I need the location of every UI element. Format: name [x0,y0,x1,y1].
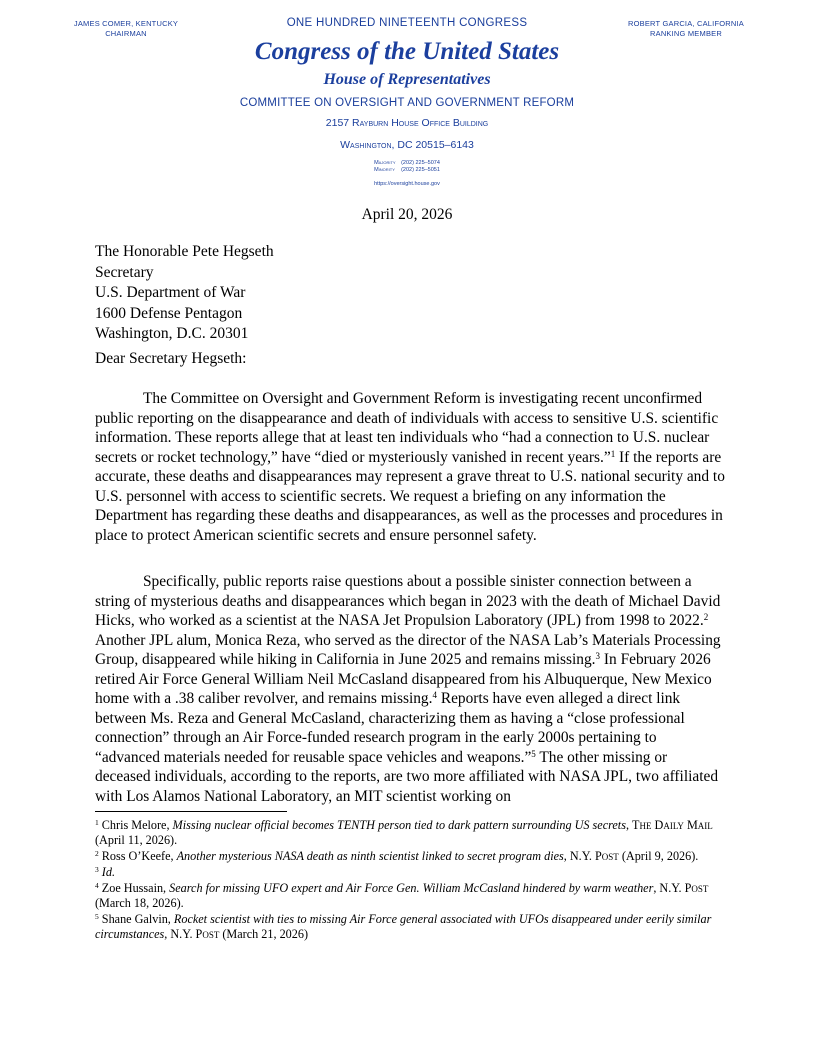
letter-date: April 20, 2026 [361,206,453,223]
footnote-title: Id. [101,865,115,879]
majority-label: Majority [374,160,396,166]
addressee-line: 1600 Defense Pentagon [95,304,243,322]
footnote-date: (April 11, 2026). [95,833,178,847]
paragraph-text: Specifically, public reports raise questions about a possible sinister connection between a string of mysterious deaths and disappearances which began in 2023 with the death of Michael David Hicks, who worked as a scientist at the NASA Jet Propulsion Laboratory (JPL) from 1998 to 2022. [95,573,721,629]
footnote-date: (March 18, 2026). [95,896,184,910]
footnote-2 [95,849,725,864]
footnote-title: Missing nuclear official becomes TENTH person tied to dark pattern surrounding US secrets [172,818,626,832]
footnote-number: 5 [95,912,99,921]
paragraph-text: The other missing or deceased individuals, according to the reports, are two more affiliated with NASA JPL, two affiliated with Los Alamos National Laboratory, an MIT scientist working on [95,748,719,805]
footnote-ref: 4 [432,690,437,700]
footnote-title: Another mysterious NASA death as ninth scientist linked to secret program dies [176,849,564,863]
paragraph-1 [95,389,725,545]
footnote-sep: , N.Y. [653,881,685,895]
website-link[interactable]: https://oversight.house.gov [374,181,440,187]
footnote-author: Chris Melore, [98,818,173,832]
ranking-member-title: RANKING MEMBER [650,29,722,38]
minority-phone: (202) 225–5051 [401,167,440,173]
congress-number: ONE HUNDRED NINETEENTH CONGRESS [286,17,528,29]
paragraph-text: If the reports are accurate, these deaths and disappearances may represent a grave threat to U.S. national security and to U.S. personnel with access to scientific secrets. We request a briefing on any information the Department has regarding these deaths and disappearances, as well as the processes and procedures in place to protect American scientific secrets and ensure personnel safety. [95,448,725,544]
footnote-ref: 2 [703,612,709,622]
footnote-sep: , N.Y. [164,927,196,941]
minority-label: Minority [374,167,395,173]
footnote-sep: , [625,818,633,832]
footnote-number: 4 [95,881,99,890]
footnote-1 [95,818,725,848]
footnote-author: Ross O’Keefe, [98,849,177,863]
footnote-author: Shane Galvin, [98,912,174,926]
addressee-line: U.S. Department of War [95,284,246,301]
paragraph-text: In February 2026 retired Air Force General William Neil McCasland disappeared from his Albuquerque, New Mexico home with a .38 caliber revolver, and remains missing. [95,651,712,707]
letterhead [0,16,814,188]
paragraph-text: Another JPL alum, Monica Reza, who served as the director of the NASA Lab’s Materials Processing Group, disappeared while hiking in California in June 2025 and remains missing. [95,631,721,668]
footnotes [95,818,725,943]
footnote-title: Search for missing UFO expert and Air Force Gen. William McCasland hindered by warm weather [169,881,654,895]
building-address: 2157 Rayburn House Office Building [325,117,489,129]
footnote-publication: Post [684,881,709,895]
footnote-ref: 3 [595,651,601,661]
footnote-ref: 5 [531,748,536,759]
paragraph-2 [95,572,725,806]
footnote-publication: Post [195,927,220,941]
committee-name: COMMITTEE ON OVERSIGHT AND GOVERNMENT REFORM [239,97,575,109]
footnote-date: (March 21, 2026) [219,927,309,941]
footnote-publication: Post [595,849,619,863]
footnote-publication: The Daily Mail [632,818,713,832]
footnote-date: (April 9, 2026). [618,849,699,863]
phone-numbers [374,160,440,174]
footnote-divider [95,811,287,812]
footnote-sep: , N.Y. [563,849,596,863]
ranking-member-name: ROBERT GARCIA, CALIFORNIA [628,19,744,28]
footnote-5 [95,912,725,942]
addressee-line: The Honorable Pete Hegseth [95,243,274,260]
footnote-number: 2 [95,849,99,858]
footnote-3 [95,865,725,880]
footnote-number: 1 [95,818,99,827]
majority-phone: (202) 225–5074 [401,160,440,166]
paragraph-text: Reports have even alleged a direct link between Ms. Reza and General McCasland, characterizing them as having a “close professional connection” through an Air Force-funded research program in the early 2000s pertaining to “advanced materials needed for reusable space vehicles and weapons.” [95,690,685,766]
addressee-block [95,242,274,345]
paragraph-text: The Committee on Oversight and Government Reform is investigating recent unconfirmed public reporting on the disappearance and death of individuals with access to sensitive U.S. scientific information. These reports allege that at least ten individuals who “had a connection to U.S. nuclear secrets or rocket technology,” have “died or mysteriously vanished in recent years.” [95,390,719,466]
footnote-title: Rocket scientist with ties to missing Air Force general associated with UFOs disappeared under eerily similar circumstances [95,912,712,941]
chairman-title: CHAIRMAN [105,29,147,38]
city-address: Washington, DC 20515–6143 [340,139,474,151]
chairman-name: JAMES COMER, KENTUCKY [73,19,179,28]
addressee-line: Secretary [95,263,154,281]
addressee-line: Washington, D.C. 20301 [95,325,249,342]
salutation: Dear Secretary Hegseth: [95,350,247,367]
footnote-4 [95,881,725,911]
house-title: House of Representatives [323,71,491,88]
footnote-ref: 1 [610,448,616,459]
footnote-author: Zoe Hussain, [98,881,170,895]
footnote-number: 3 [95,865,99,874]
congress-title: Congress of the United States [254,38,560,65]
